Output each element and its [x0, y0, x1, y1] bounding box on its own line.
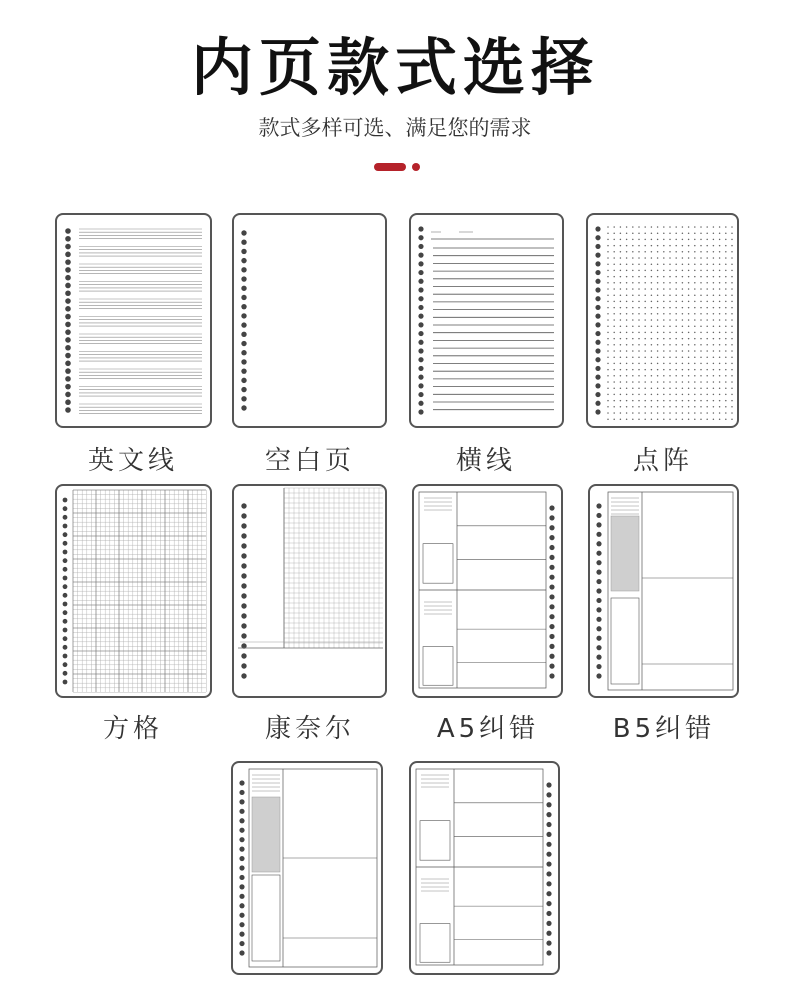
style-label-blank: 空白页	[264, 446, 355, 476]
title-decoration	[374, 163, 420, 171]
page-subtitle: 款式多样可选、满足您的需求	[258, 116, 532, 140]
square-grid-page-pattern	[57, 486, 210, 696]
style-card-correction-b[interactable]	[231, 761, 383, 975]
a5-correction-page-pattern	[414, 486, 561, 696]
b5-correction-page-pattern	[590, 486, 737, 696]
style-label-b5-correction: B5纠错	[612, 714, 716, 744]
style-label-square-grid: 方格	[102, 714, 163, 744]
style-label-cornell: 康奈尔	[264, 714, 355, 744]
style-card-b5-correction[interactable]	[588, 484, 739, 698]
correction-b-page-pattern	[233, 763, 381, 973]
style-card-cornell[interactable]	[232, 484, 387, 698]
style-label-horizontal-lines: 横线	[455, 446, 516, 476]
style-card-horizontal-lines[interactable]	[409, 213, 564, 428]
style-label-dot-grid: 点阵	[632, 446, 693, 476]
cornell-page-pattern	[234, 486, 385, 696]
style-card-blank[interactable]	[232, 213, 387, 428]
style-card-dot-grid[interactable]	[586, 213, 739, 428]
horizontal-lines-page-pattern	[411, 215, 562, 426]
page-title: 内页款式选择	[190, 31, 599, 104]
english-lines-page-pattern	[57, 215, 210, 426]
decoration-dot	[412, 163, 420, 171]
blank-page-pattern	[234, 215, 385, 426]
dot-grid-page-pattern	[588, 215, 737, 426]
style-card-english-lines[interactable]	[55, 213, 212, 428]
correction-a-page-pattern	[411, 763, 558, 973]
decoration-bar	[374, 163, 406, 171]
style-card-a5-correction[interactable]	[412, 484, 563, 698]
style-label-english-lines: 英文线	[87, 446, 178, 476]
style-card-correction-a[interactable]	[409, 761, 560, 975]
style-label-a5-correction: A5纠错	[436, 714, 540, 744]
style-card-square-grid[interactable]	[55, 484, 212, 698]
